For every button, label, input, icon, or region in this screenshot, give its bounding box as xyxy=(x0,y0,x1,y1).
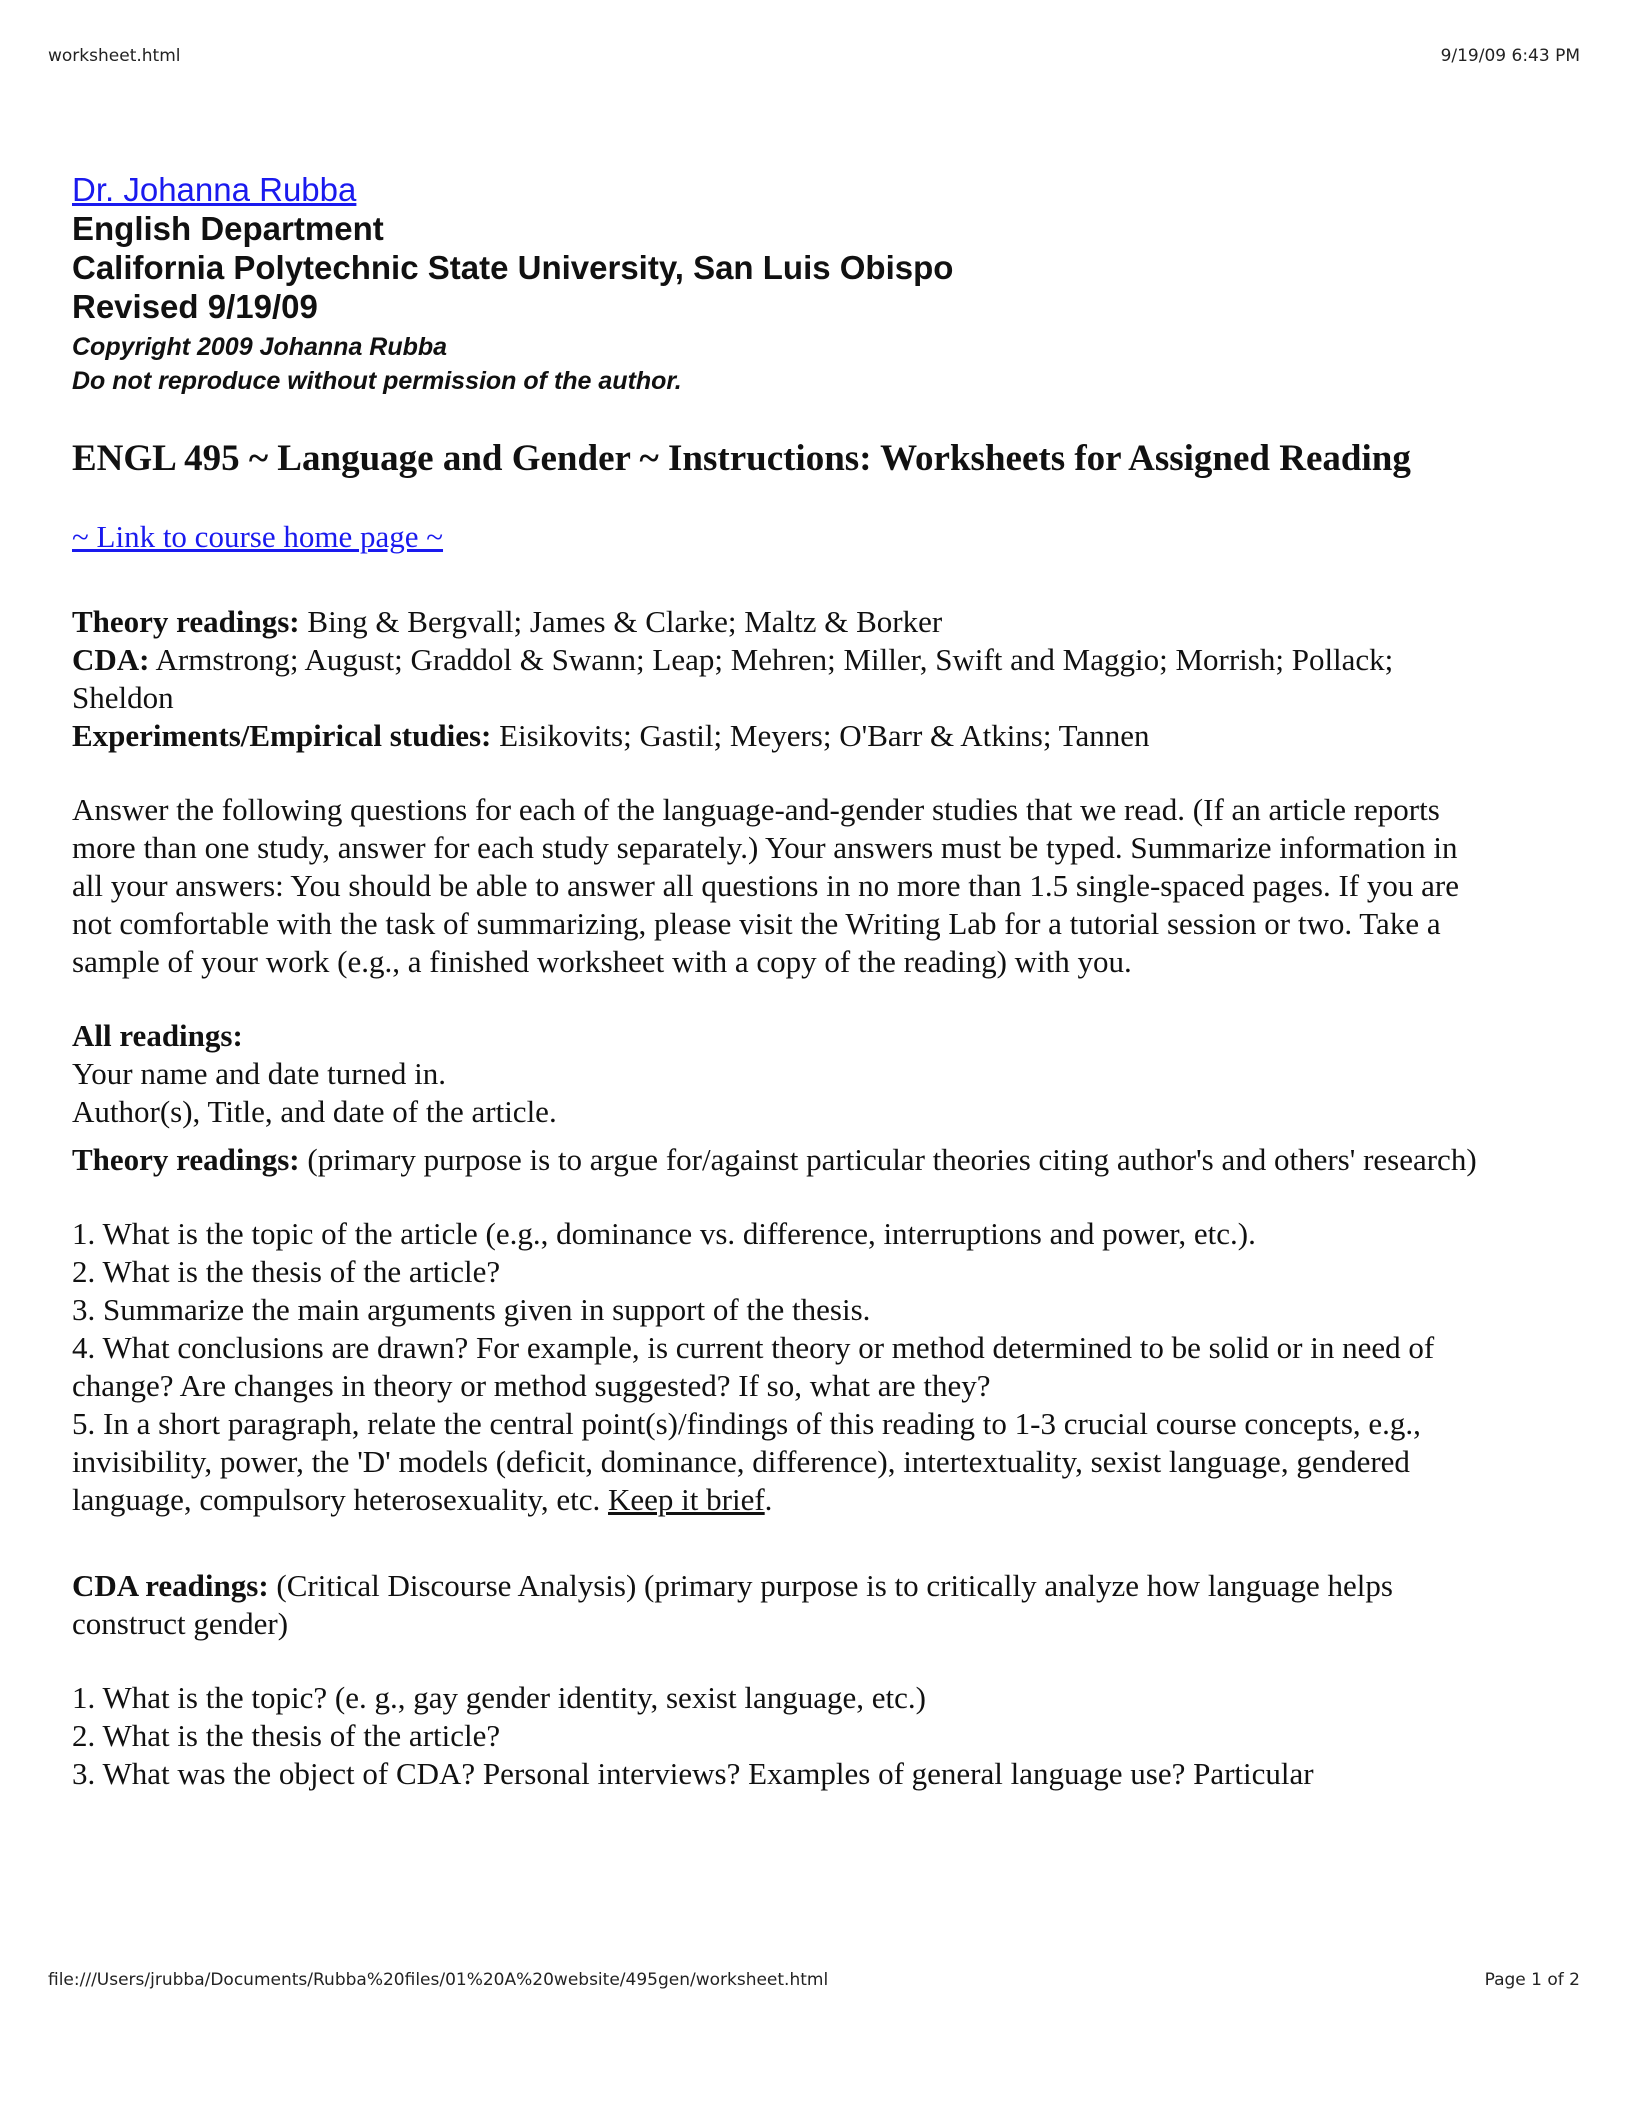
theory-section-heading xyxy=(72,1141,1492,1179)
department: English Department xyxy=(72,210,384,247)
page-title: ENGL 495 ~ Language and Gender ~ Instructions: Worksheets for Assigned Reading xyxy=(72,438,1411,479)
cda-question-2: 2. What is the thesis of the article? xyxy=(72,1718,501,1753)
theory-question-5-text: 5. In a short paragraph, relate the central point(s)/findings of this reading to 1-3 crucial course concepts, e.g., invisibility, power, the 'D' models (deficit, dominance, difference), intertextuality, sexist language, gendered language, compulsory heterosexuality, etc. xyxy=(72,1406,1421,1517)
theory-question-1: 1. What is the topic of the article (e.g., dominance vs. difference, interruptions and power, etc.). xyxy=(72,1216,1256,1251)
cda-readings-line xyxy=(72,641,1492,717)
copyright-block xyxy=(72,330,1492,398)
cda-readings-label: CDA: xyxy=(72,642,150,677)
university: California Polytechnic State University, San Luis Obispo xyxy=(72,249,954,286)
author-block xyxy=(72,170,1492,326)
print-header-timestamp: 9/19/09 6:43 PM xyxy=(1440,46,1580,66)
all-readings-line2: Author(s), Title, and date of the article. xyxy=(72,1094,557,1129)
all-readings-line1: Your name and date turned in. xyxy=(72,1056,446,1091)
theory-question-2: 2. What is the thesis of the article? xyxy=(72,1254,501,1289)
print-header-filename: worksheet.html xyxy=(48,46,181,66)
theory-question-4: 4. What conclusions are drawn? For example, is current theory or method determined to be solid or in need of change? Are changes in theory or method suggested? If so, what are they? xyxy=(72,1330,1435,1403)
experiments-readings-text: Eisikovits; Gastil; Meyers; O'Barr & Atkins; Tannen xyxy=(491,718,1150,753)
theory-readings-label: Theory readings: xyxy=(72,604,300,639)
cda-readings-text: Armstrong; August; Graddol & Swann; Leap; Mehren; Miller, Swift and Maggio; Morrish; Pollack; Sheldon xyxy=(72,642,1394,715)
all-readings-label: All readings: xyxy=(72,1018,243,1053)
copyright-notice: Do not reproduce without permission of the author. xyxy=(72,367,682,395)
cda-questions xyxy=(72,1679,1492,1793)
cda-question-1: 1. What is the topic? (e. g., gay gender identity, sexist language, etc.) xyxy=(72,1680,926,1715)
copyright-line: Copyright 2009 Johanna Rubba xyxy=(72,333,448,361)
print-footer-filepath: file:///Users/jrubba/Documents/Rubba%20files/01%20A%20website/495gen/worksheet.html xyxy=(48,1970,829,1990)
experiments-readings-line xyxy=(72,717,1492,755)
theory-readings-line xyxy=(72,603,1492,641)
theory-section-desc: (primary purpose is to argue for/against particular theories citing author's and others' research) xyxy=(299,1142,1477,1177)
document-content xyxy=(72,170,1492,1793)
print-footer xyxy=(48,1970,1580,1990)
cda-section-desc: (Critical Discourse Analysis) (primary purpose is to critically analyze how language helps construct gender) xyxy=(72,1568,1393,1641)
instructions-paragraph: Answer the following questions for each of the language-and-gender studies that we read. (If an article reports more than one study, answer for each study separately.) Your answers must be typed. Summarize information in all your answers: You should be able to answer all questions in no more than 1.5 single-spaced pages. If you are not comfortable with the task of summarizing, please visit the Writing Lab for a tutorial session or two. Take a sample of your work (e.g., a finished worksheet with a copy of the reading) with you. xyxy=(72,792,1459,979)
author-name-link[interactable]: Dr. Johanna Rubba xyxy=(72,171,357,208)
cda-section-heading xyxy=(72,1567,1492,1643)
theory-question-3: 3. Summarize the main arguments given in support of the thesis. xyxy=(72,1292,871,1327)
theory-section-label: Theory readings: xyxy=(72,1142,300,1177)
print-header xyxy=(48,46,1580,66)
cda-section-label: CDA readings: xyxy=(72,1568,269,1603)
course-home-link[interactable]: ~ Link to course home page ~ xyxy=(72,519,444,554)
experiments-readings-label: Experiments/Empirical studies: xyxy=(72,718,492,753)
cda-question-3: 3. What was the object of CDA? Personal interviews? Examples of general language use? Particular xyxy=(72,1756,1314,1791)
readings-list xyxy=(72,603,1492,755)
revised-date: Revised 9/19/09 xyxy=(72,288,318,325)
print-footer-page-number: Page 1 of 2 xyxy=(1484,1970,1580,1990)
theory-question-5-end: . xyxy=(764,1482,773,1517)
theory-readings-text: Bing & Bergvall; James & Clarke; Maltz & Borker xyxy=(299,604,943,639)
keep-it-brief: Keep it brief xyxy=(608,1482,765,1517)
theory-question-5 xyxy=(72,1405,1492,1519)
all-readings-section xyxy=(72,1017,1492,1131)
theory-questions xyxy=(72,1215,1492,1519)
